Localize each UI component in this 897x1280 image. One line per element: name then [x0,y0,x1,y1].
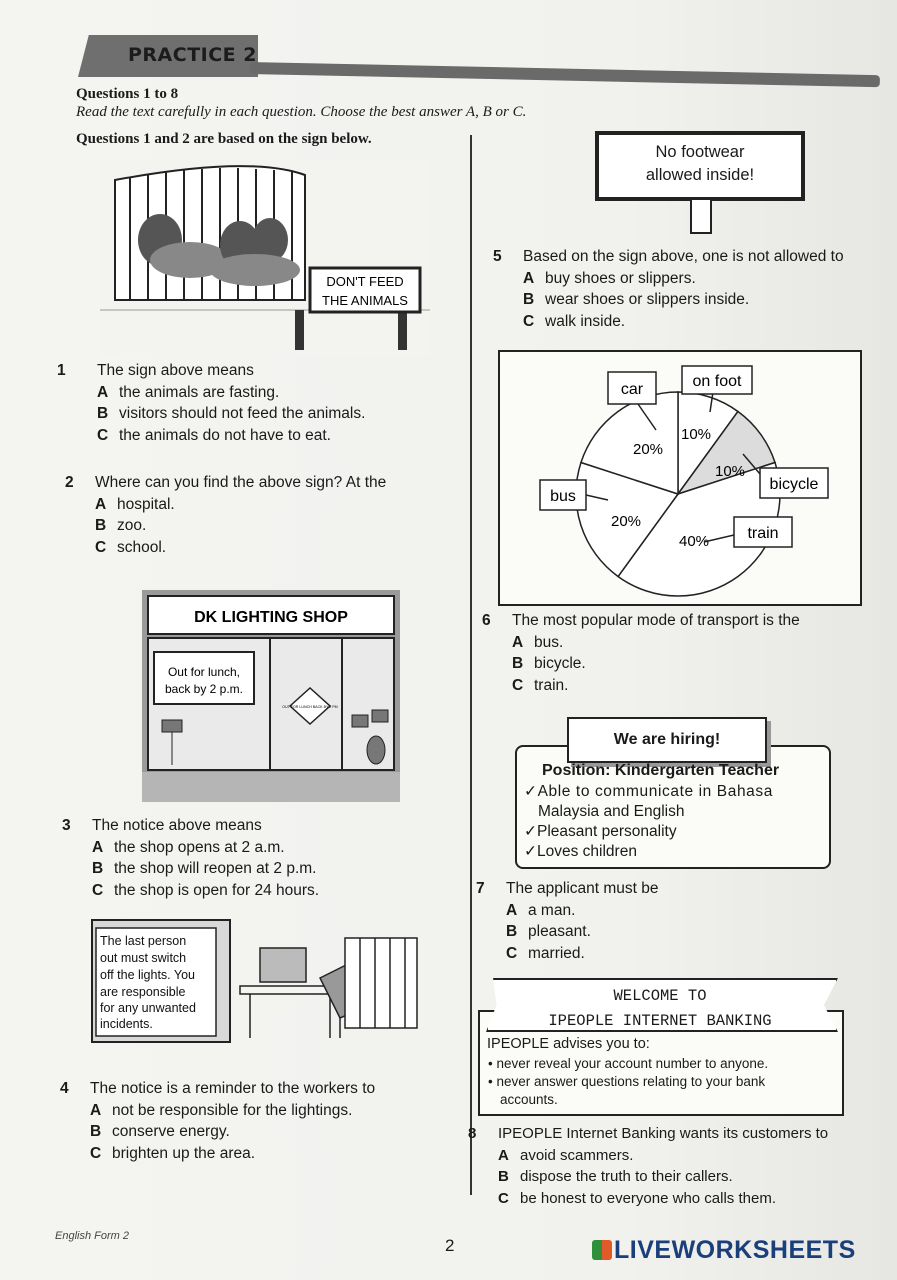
option-a[interactable]: A hospital. [95,495,175,513]
page-number: 2 [445,1236,455,1255]
question-number: 1 [57,362,66,379]
question-stem: The notice above means [92,817,262,834]
banking-bullets [488,1055,768,1109]
instruction: Read the text carefully in each question. Choose the best answer A, B or C. [76,104,527,120]
lunch-line2: back by 2 p.m. [164,682,244,696]
option-a[interactable]: A not be responsible for the lightings. [90,1101,353,1119]
option-b[interactable]: B dispose the truth to their callers. [498,1168,733,1185]
office-notice-line: out must switch [100,951,187,965]
hiring-title: We are hiring! [567,717,767,763]
question-number: 5 [493,248,502,265]
shop-name: DK LIGHTING SHOP [194,609,348,626]
option-c[interactable]: C train. [512,676,569,694]
question-number: 4 [60,1080,69,1097]
option-c[interactable]: C the shop is open for 24 hours. [92,881,320,899]
bullet-icon: • [488,1074,497,1089]
office-notice-line: incidents. [100,1017,153,1031]
pie-pct-train: 40% [678,533,710,550]
option-c[interactable]: C brighten up the area. [90,1144,256,1162]
option-c[interactable]: C married. [506,944,585,962]
bullet-item: • never reveal your account number to anyone. [488,1056,769,1071]
question-7 [476,878,866,964]
option-b[interactable]: B wear shoes or slippers inside. [523,291,750,308]
office-notice-line: are responsible [100,985,186,999]
option-a[interactable]: A avoid scammers. [498,1146,634,1164]
option-b[interactable]: B visitors should not feed the animals. [97,405,366,422]
option-b[interactable]: B the shop will reopen at 2 p.m. [92,860,317,877]
option-b[interactable]: B bicycle. [512,655,586,672]
lunch-line1: Out for lunch, [167,665,241,679]
option-a[interactable]: A bus. [512,633,564,651]
option-b[interactable]: B zoo. [95,517,147,534]
pie-label-bicycle: bicycle [769,476,819,493]
pie-pct-bus: 20% [610,513,642,530]
question-stem: The applicant must be [506,880,659,897]
option-c[interactable]: C be honest to everyone who calls them. [498,1189,776,1207]
question-5 [493,246,883,332]
lion-sign-line2: THE ANIMALS [322,293,408,308]
liveworksheets-icon [592,1240,612,1260]
footwear-line2: allowed inside! [645,166,755,184]
sign-post [690,200,712,234]
hiring-position: Position: Kindergarten Teacher [542,762,780,779]
bullet-item-cont: accounts. [500,1092,558,1107]
option-b[interactable]: B pleasant. [506,923,591,940]
question-number: 7 [476,880,485,897]
check-icon: ✓ [524,823,537,840]
pie-label-on-foot: on foot [692,373,742,390]
office-notice-line: off the lights. You [100,968,195,982]
banking-advises: IPEOPLE advises you to: [487,1036,650,1052]
requirement-item: Malaysia and English [538,803,685,820]
lion-cage-illustration [100,160,430,355]
requirement-item: ✓Loves children [524,843,637,860]
option-a[interactable]: A buy shoes or slippers. [523,269,696,287]
office-notice-line: for any unwanted [100,1001,196,1015]
pie-label-train: train [747,525,779,542]
footwear-sign [595,131,805,201]
column-divider [470,135,472,1195]
question-stem: The notice is a reminder to the workers to [90,1080,376,1097]
pie-label-car: car [620,381,644,398]
bullet-item: • never answer questions relating to your bank [488,1074,766,1089]
pie-pct-bicycle: 10% [714,463,746,480]
pie-pct-car: 20% [632,441,664,458]
requirement-item: ✓Able to communicate in Bahasa [524,783,773,800]
hiring-requirements [524,782,773,862]
question-number: 3 [62,817,71,834]
question-2 [65,472,455,558]
option-a[interactable]: A a man. [506,901,576,919]
requirement-item: ✓Pleasant personality [524,823,677,840]
question-4 [60,1078,460,1164]
question-stem: The most popular mode of transport is the [512,612,800,629]
transport-pie-chart [498,350,860,604]
footwear-line1: No footwear [655,143,745,161]
office-notice-line: The last person [100,934,187,948]
banking-title-line1: WELCOME TO [613,987,707,1005]
question-number: 8 [468,1125,477,1142]
question-number: 2 [65,474,74,491]
question-8 [468,1123,868,1209]
option-c[interactable]: C walk inside. [523,312,626,330]
question-3 [62,815,452,901]
small-notice: OUT FOR LUNCH BACK BY 2 PM [282,705,338,709]
question-6 [482,610,872,696]
office-illustration [90,918,422,1048]
question-stem: Based on the sign above, one is not allowed to [523,248,844,265]
check-icon: ✓ [524,843,537,860]
q12-intro: Questions 1 and 2 are based on the sign below. [76,131,372,147]
option-b[interactable]: B conserve energy. [90,1123,230,1140]
option-a[interactable]: A the animals are fasting. [97,383,280,401]
shop-illustration [142,590,400,802]
question-stem: The sign above means [97,362,254,379]
check-icon: ✓ [524,783,538,800]
pie-pct-on-foot: 10% [680,426,712,443]
banking-title-line2: IPEOPLE INTERNET BANKING [548,1012,772,1030]
banner-rule [250,62,880,87]
book-title: English Form 2 [55,1230,129,1242]
question-stem: IPEOPLE Internet Banking wants its customers to [498,1125,829,1142]
option-a[interactable]: A the shop opens at 2 a.m. [92,838,285,856]
option-c[interactable]: C the animals do not have to eat. [97,426,331,444]
practice-title: PRACTICE 2 [128,44,257,66]
option-c[interactable]: C school. [95,538,167,556]
question-stem: Where can you find the above sign? At the [95,474,387,491]
liveworksheets-logo: LIVEWORKSHEETS [592,1236,856,1265]
questions-range: Questions 1 to 8 [76,86,179,102]
question-number: 6 [482,612,491,629]
question-1 [57,360,457,446]
bullet-icon: • [488,1056,497,1071]
pie-label-bus: bus [550,488,576,505]
lion-sign-line1: DON'T FEED [326,274,404,289]
